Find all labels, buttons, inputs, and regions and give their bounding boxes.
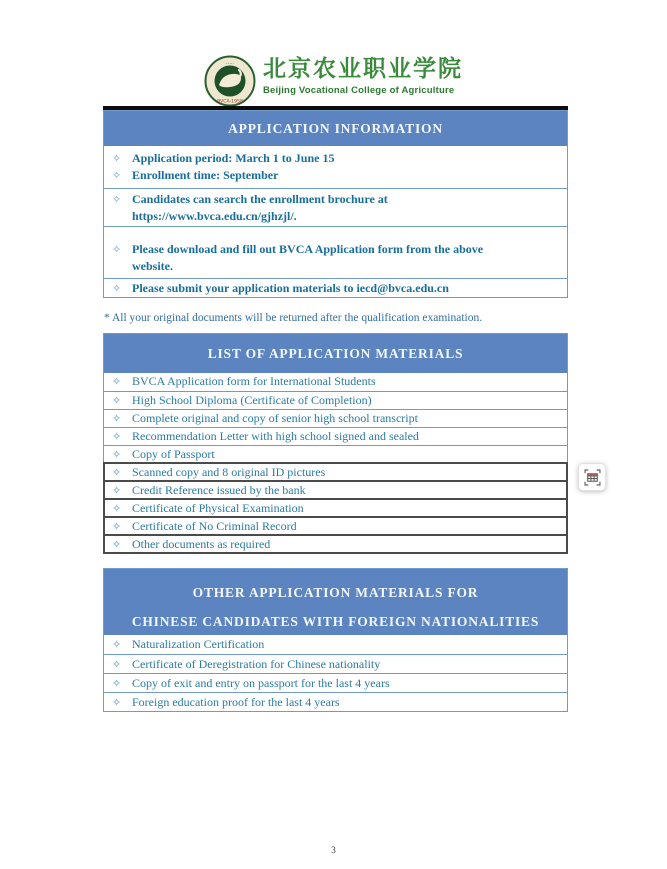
list-item (104, 241, 567, 258)
table-row-selected (104, 517, 567, 535)
material-item-text: Certificate of Physical Examination (132, 501, 304, 515)
table-row-selected (104, 535, 567, 553)
college-name-english: Beijing Vocational College of Agriculture (263, 85, 455, 96)
download-form-text-cont: website. (132, 259, 173, 273)
diamond-bullet-icon: ✧ (112, 152, 122, 165)
diamond-bullet-icon: ✧ (112, 638, 122, 651)
other-materials-title-line1: OTHER APPLICATION MATERIALS FOR (192, 585, 479, 600)
material-item-text: Naturalization Certification (132, 637, 265, 651)
material-item-text: Complete original and copy of senior high school transcript (132, 411, 418, 425)
list-item (104, 280, 567, 297)
diamond-bullet-icon: ✧ (112, 375, 122, 388)
list-item (104, 150, 567, 167)
list-item (104, 208, 567, 225)
table-row-selected (104, 463, 567, 481)
material-item-text: Recommendation Letter with high school signed and sealed (132, 429, 419, 443)
table-row (104, 692, 567, 711)
table-capture-button[interactable] (578, 463, 606, 491)
material-item-text: BVCA Application form for International Students (132, 374, 376, 388)
list-item (104, 167, 567, 184)
material-item-text: High School Diploma (Certificate of Completion) (132, 393, 372, 407)
table-row (104, 278, 567, 297)
table-row (104, 673, 567, 692)
brochure-url-link[interactable]: https://www.bvca.edu.cn/gjhzjl/. (132, 209, 297, 223)
material-item-text: Other documents as required (132, 537, 271, 551)
table-row (104, 409, 567, 427)
material-item-text: Copy of Passport (132, 447, 215, 461)
material-item-text: Certificate of No Criminal Record (132, 519, 297, 533)
enrollment-time-text: Enrollment time: September (132, 168, 279, 182)
returned-documents-note: * All your original documents will be returned after the qualification examination. (104, 312, 483, 324)
material-item-text: Certificate of Deregistration for Chinese nationality (132, 657, 381, 671)
table-row (104, 635, 567, 654)
diamond-bullet-icon: ✧ (112, 169, 122, 182)
diamond-bullet-icon: ✧ (112, 520, 122, 533)
section-header-list-of-materials: LIST OF APPLICATION MATERIALS (104, 334, 567, 373)
table-row (104, 445, 567, 463)
diamond-bullet-icon: ✧ (112, 484, 122, 497)
table-row (104, 427, 567, 445)
download-form-text: Please download and fill out BVCA Application form from the above (132, 242, 484, 256)
table-capture-icon (584, 469, 601, 486)
diamond-bullet-icon: ✧ (112, 696, 122, 709)
table-row (104, 391, 567, 409)
application-information-table (103, 110, 568, 298)
list-item (104, 258, 567, 275)
material-item-text: Scanned copy and 8 original ID pictures (132, 465, 326, 479)
emblem-badge-text: BVCA-1958 (217, 99, 243, 105)
other-materials-table (103, 568, 568, 712)
other-materials-title-line2: CHINESE CANDIDATES WITH FOREIGN NATIONALITIES (131, 614, 540, 629)
diamond-bullet-icon: ✧ (112, 502, 122, 515)
table-row (104, 146, 567, 188)
table-row-selected (104, 481, 567, 499)
brochure-info-text: Candidates can search the enrollment brochure at (132, 192, 388, 206)
diamond-bullet-icon: ✧ (112, 677, 122, 690)
diamond-bullet-icon: ✧ (112, 193, 122, 206)
submit-materials-text: Please submit your application materials to iecd@bvca.edu.cn (132, 281, 449, 295)
page-number: 3 (331, 845, 336, 855)
table-row (104, 654, 567, 673)
diamond-bullet-icon: ✧ (112, 658, 122, 671)
application-materials-table (103, 333, 568, 554)
table-row (104, 226, 567, 278)
table-row (104, 188, 567, 226)
college-logo (0, 55, 667, 107)
list-item (104, 191, 567, 208)
table-row-selected (104, 499, 567, 517)
college-emblem-icon (204, 55, 256, 107)
material-item-text: Foreign education proof for the last 4 years (132, 695, 340, 709)
svg-text:·····: ····· (226, 61, 234, 67)
diamond-bullet-icon: ✧ (112, 448, 122, 461)
application-period-text: Application period: March 1 to June 15 (132, 151, 335, 165)
table-row (104, 373, 567, 391)
diamond-bullet-icon: ✧ (112, 412, 122, 425)
section-header-other-materials (104, 569, 567, 635)
diamond-bullet-icon: ✧ (112, 466, 122, 479)
diamond-bullet-icon: ✧ (112, 430, 122, 443)
college-name-chinese: 北京农业职业学院 (263, 56, 463, 82)
material-item-text: Copy of exit and entry on passport for the last 4 years (132, 676, 390, 690)
diamond-bullet-icon: ✧ (112, 243, 122, 256)
diamond-bullet-icon: ✧ (112, 538, 122, 551)
section-header-application-information: APPLICATION INFORMATION (104, 111, 567, 146)
material-item-text: Credit Reference issued by the bank (132, 483, 306, 497)
diamond-bullet-icon: ✧ (112, 394, 122, 407)
diamond-bullet-icon: ✧ (112, 282, 122, 295)
